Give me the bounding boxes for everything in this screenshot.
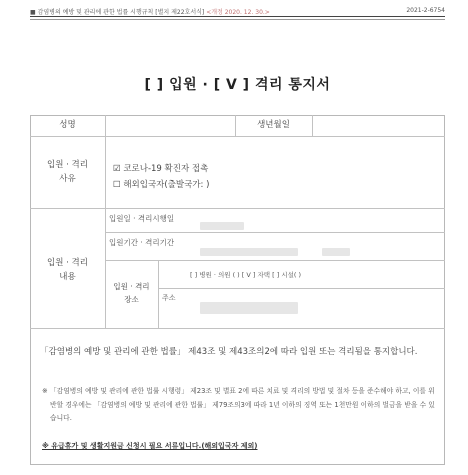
- col-divider: [105, 208, 106, 328]
- address-label: 주소: [162, 294, 176, 302]
- content-label-line1: 입원 · 격리: [47, 258, 88, 268]
- document-title: [ ] 입원 · [ V ] 격리 통지서: [144, 77, 331, 93]
- subrow-divider: [158, 288, 445, 289]
- period-label: 입원기간 · 격리기간: [109, 238, 175, 247]
- place-options: [ ] 병원 · 의원 ( ) [ V ] 자택 [ ] 시설( ): [190, 271, 302, 279]
- place-label: [105, 280, 158, 306]
- redacted-datetime: [200, 222, 244, 230]
- reason-label-line2: 사유: [59, 174, 76, 184]
- row-divider: [30, 328, 445, 329]
- paid-leave-note: ※ 유급휴가 및 생활지원금 신청시 필요 서류입니다.(해외입국자 제외): [42, 442, 258, 450]
- col-divider: [105, 136, 106, 208]
- legal-warning-note: ※ 「감염병의 예방 및 관리에 관한 법률 시행령」 제23조 및 별표 2에 따른 치료 및 격리의 방법 및 절차 등을 준수해야 하고, 이를 위반할 경우에는 「감염병의 예방 및 관리에 관한 법률」 제79조의3에 따라 1년 이하의 징역 또는 1천만원 이하의 벌금을 받을 수 있습니다.: [42, 387, 435, 422]
- content-label: [30, 256, 105, 284]
- document-number: 2021-2-6754: [406, 7, 445, 14]
- reason-contact: ☑ 코로나-19 확진자 접촉: [113, 164, 209, 174]
- datetime-label: 입원일 · 격리시행일: [109, 214, 175, 223]
- reason-overseas: ☐ 해외입국자(출발국가: ): [113, 180, 210, 190]
- notice-statement: 「감염병의 예방 및 관리에 관한 법률」 제43조 및 제43조의2에 따라 입원 또는 격리됨을 통지합니다.: [40, 347, 418, 357]
- row-divider: [30, 136, 445, 137]
- header-rule-thin: [30, 19, 445, 20]
- reason-label: [30, 158, 105, 186]
- redacted-period-end: [322, 248, 350, 256]
- redacted-address: [200, 302, 298, 314]
- row-divider: [30, 208, 445, 209]
- form-reference: ■ 감염병의 예방 및 관리에 관한 법률 시행규칙 [별지 제22호서식]: [30, 9, 205, 16]
- subrow-divider: [105, 260, 445, 261]
- name-label: 성명: [59, 120, 76, 130]
- revision-date: <개정 2020. 12. 30.>: [206, 9, 270, 16]
- col-divider: [312, 115, 313, 136]
- place-label-line1: 입원 · 격리: [113, 282, 150, 291]
- content-label-line2: 내용: [59, 272, 76, 282]
- redacted-period-start: [200, 248, 298, 256]
- header-rule: [30, 16, 445, 17]
- dob-label: 생년월일: [257, 120, 290, 130]
- col-divider: [105, 115, 106, 136]
- place-label-line2: 장소: [124, 295, 139, 304]
- form-header: [30, 7, 445, 16]
- subrow-divider: [105, 232, 445, 233]
- col-divider: [158, 260, 159, 328]
- reason-label-line1: 입원 · 격리: [47, 160, 88, 170]
